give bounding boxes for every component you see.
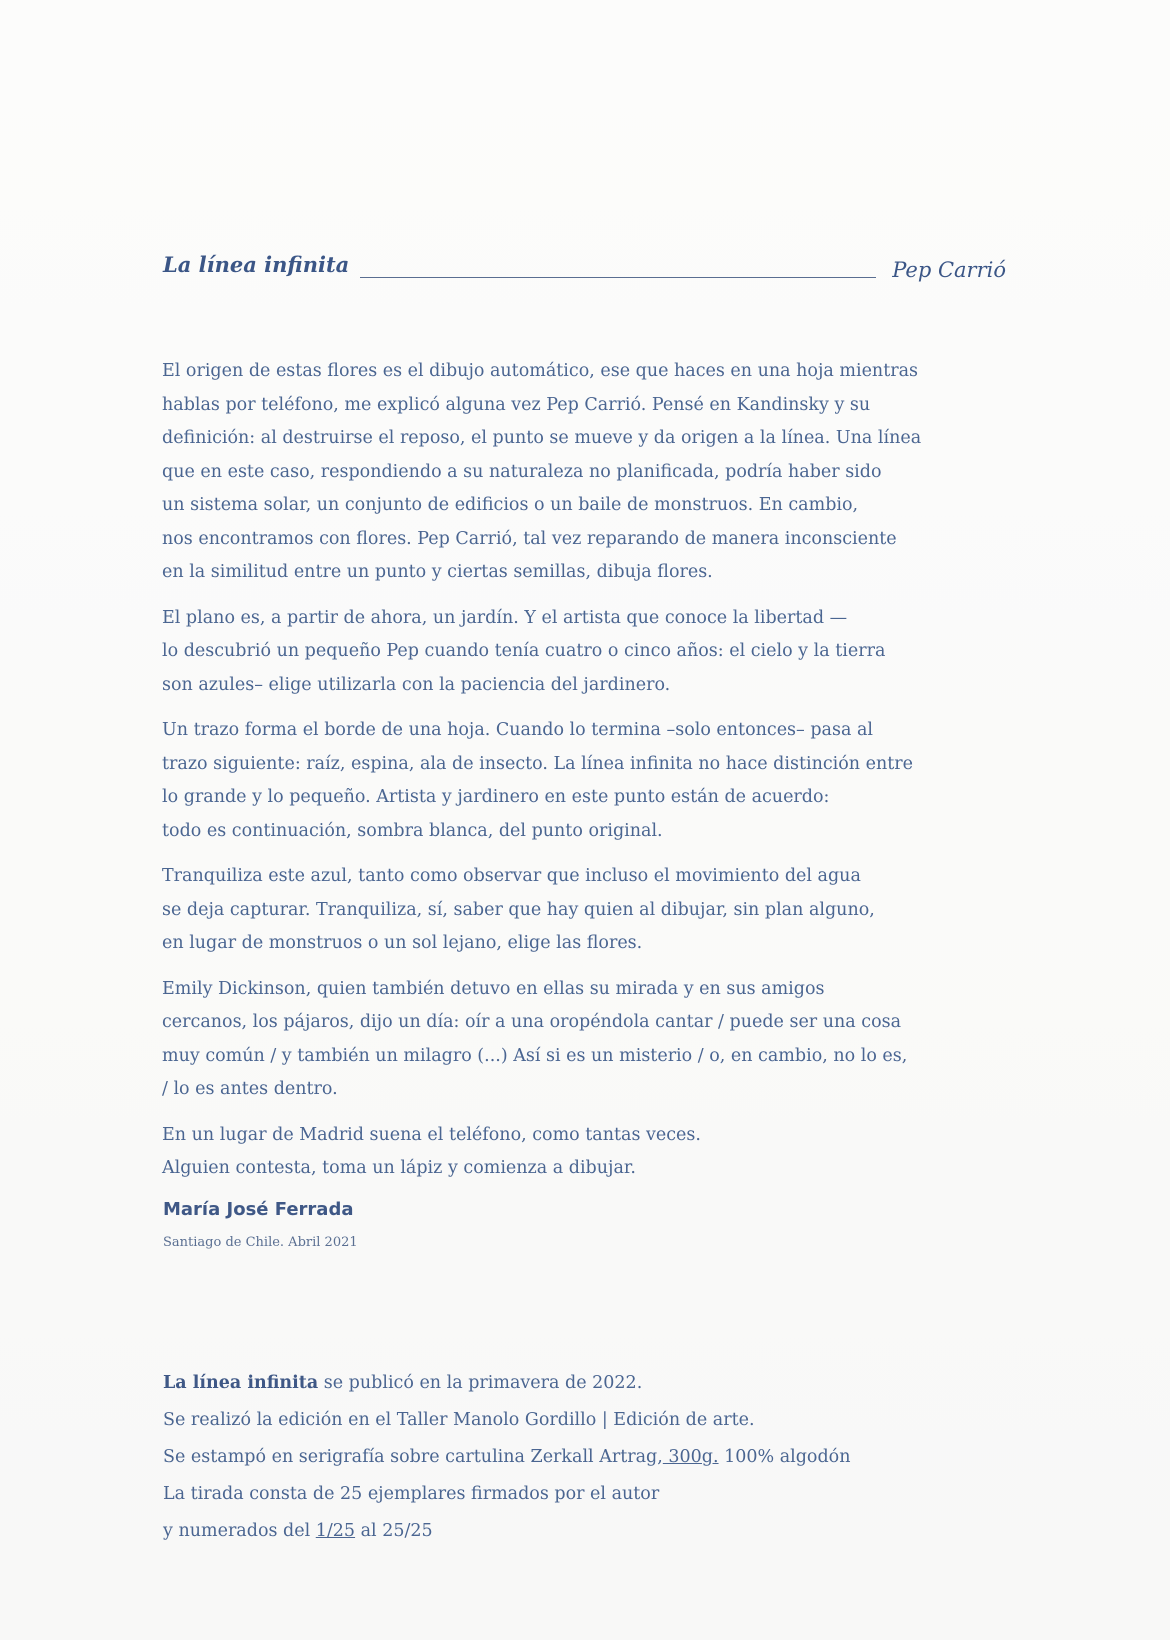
paragraph-line: cercanos, los pájaros, dijo un día: oír a una oropéndola cantar / puede ser una cosa	[162, 1012, 902, 1032]
colophon-line	[163, 1513, 1023, 1550]
paragraph-line: son azules– elige utilizarla con la paciencia del jardinero.	[162, 674, 671, 695]
paragraph-line: que en este caso, respondiendo a su naturaleza no planificada, podría haber sido	[162, 461, 882, 482]
colophon-text: se publicó en la primavera de 2022.	[318, 1373, 643, 1393]
paragraph-line: Tranquiliza este azul, tanto como observar que incluso el movimiento del agua	[162, 866, 861, 886]
paragraph-line: En un lugar de Madrid suena el teléfono, como tantas veces.	[162, 1124, 701, 1145]
paragraph-line: / lo es antes dentro.	[162, 1079, 338, 1099]
signature-name: María José Ferrada	[163, 1199, 354, 1220]
essay	[162, 355, 1022, 1198]
paragraph-line: en lugar de monstruos o un sol lejano, elige las flores.	[162, 933, 643, 953]
paragraph-line: se deja capturar. Tranquiliza, sí, saber que hay quien al dibujar, sin plan alguno,	[162, 899, 875, 920]
paragraph	[162, 973, 1022, 1107]
book-title: La línea infinita	[163, 252, 350, 277]
colophon	[163, 1365, 1023, 1550]
colophon-title: La línea infinita	[163, 1373, 319, 1393]
colophon-line: La tirada consta de 25 ejemplares firmados por el autor	[163, 1484, 660, 1504]
paragraph	[162, 860, 1022, 961]
paragraph-line: Un trazo forma el borde de una hoja. Cuando lo termina –solo entonces– pasa al	[162, 720, 873, 740]
paragraph-line: definición: al destruirse el reposo, el punto se mueve y da origen a la línea. Una línea	[162, 428, 922, 448]
colophon-line	[163, 1365, 1023, 1402]
colophon-line	[163, 1439, 1023, 1476]
paragraph-line: lo descubrió un pequeño Pep cuando tenía cuatro o cinco años: el cielo y la tierra	[162, 641, 886, 661]
paragraph-line: Alguien contesta, toma un lápiz y comienza a dibujar.	[162, 1158, 636, 1178]
paragraph-line: todo es continuación, sombra blanca, del punto original.	[162, 820, 663, 841]
paragraph	[162, 355, 1022, 590]
paragraph-line: en la similitud entre un punto y ciertas semillas, dibuja flores.	[162, 562, 713, 582]
signature-place-date: Santiago de Chile. Abril 2021	[163, 1235, 358, 1250]
colophon-text: al 25/25	[355, 1521, 433, 1541]
colophon-text: 100% algodón	[718, 1447, 851, 1467]
colophon-text: y numerados del	[163, 1521, 316, 1541]
paragraph-line: El origen de estas flores es el dibujo automático, ese que haces en una hoja mientras	[162, 361, 919, 381]
paragraph-line: un sistema solar, un conjunto de edificios o un baile de monstruos. En cambio,	[162, 495, 859, 515]
paragraph-line: lo grande y lo pequeño. Artista y jardinero en este punto están de acuerdo:	[162, 787, 830, 807]
paragraph-line: trazo siguiente: raíz, espina, ala de insecto. La línea infinita no hace distinción entre	[162, 753, 914, 774]
paragraph	[162, 602, 1022, 703]
colophon-text: Se estampó en serigrafía sobre cartulina Zerkall Artrag,	[163, 1447, 663, 1467]
header	[163, 252, 1006, 286]
paragraph-line: nos encontramos con flores. Pep Carrió, tal vez reparando de manera inconsciente	[162, 528, 897, 549]
paragraph-line: Emily Dickinson, quien también detuvo en ellas su mirada y en sus amigos	[162, 978, 825, 999]
paragraph	[162, 714, 1022, 848]
paragraph	[162, 1119, 1022, 1186]
colophon-underlined: 300g.	[662, 1447, 719, 1467]
paragraph-line: hablas por teléfono, me explicó alguna vez Pep Carrió. Pensé en Kandinsky y su	[162, 394, 871, 415]
colophon-line: Se realizó la edición en el Taller Manolo Gordillo | Edición de arte.	[163, 1410, 755, 1430]
paragraph-line: muy común / y también un milagro (...) Así si es un misterio / o, en cambio, no lo es,	[162, 1045, 908, 1066]
paragraph-line: El plano es, a partir de ahora, un jardín. Y el artista que conoce la libertad —	[162, 607, 848, 628]
header-rule	[360, 277, 876, 278]
colophon-underlined: 1/25	[315, 1521, 356, 1541]
book-author: Pep Carrió	[892, 258, 1006, 282]
